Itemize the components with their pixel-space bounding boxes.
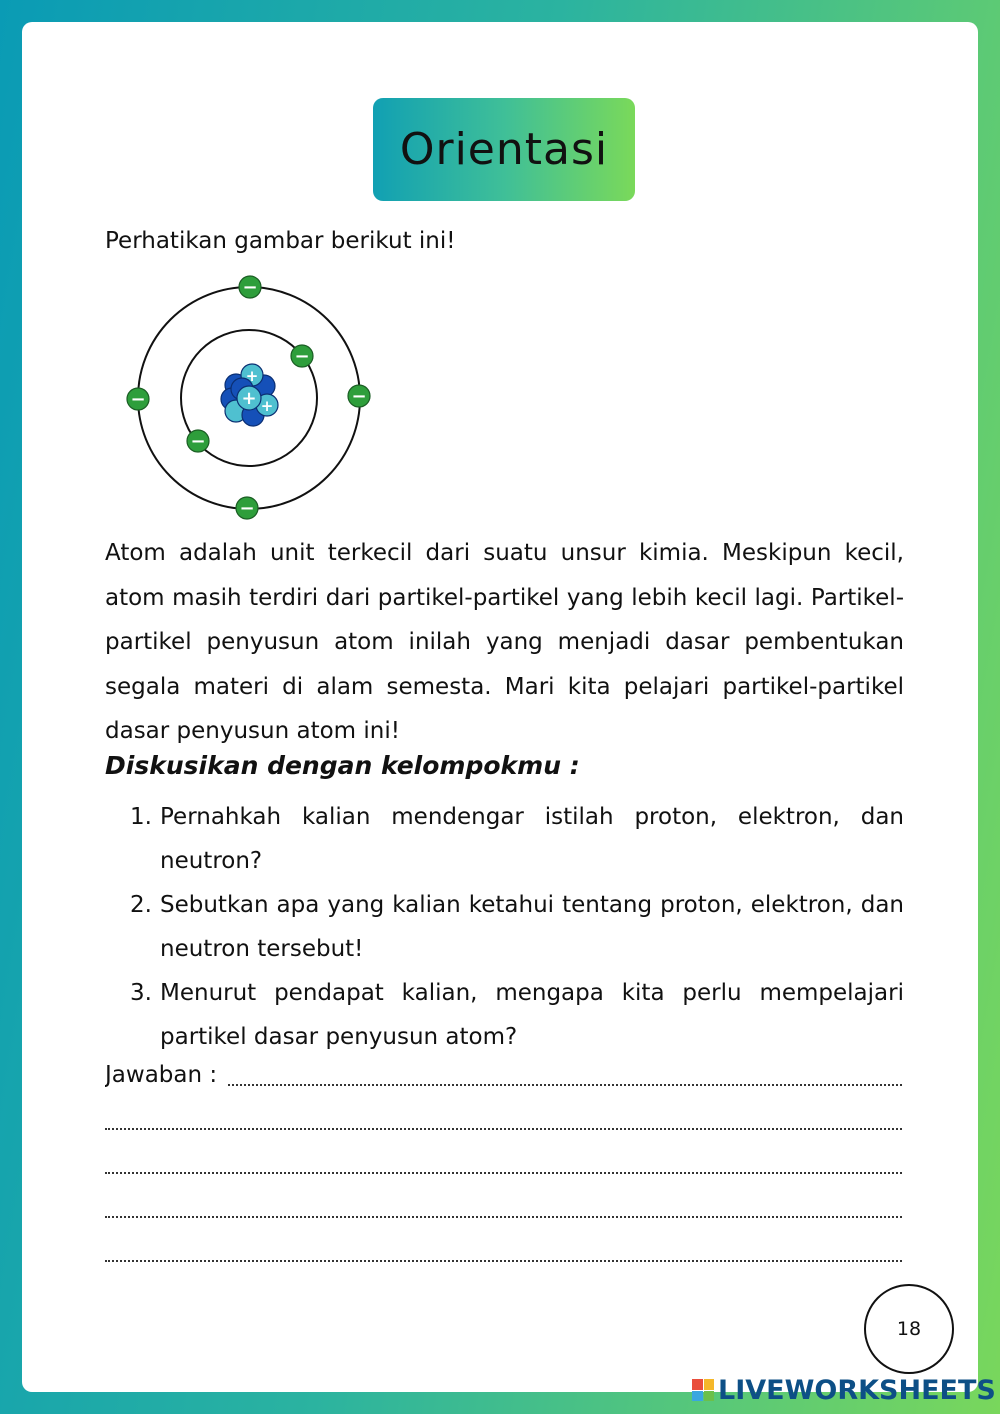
electron-symbol: − [190, 431, 206, 452]
intro-text: Perhatikan gambar berikut ini! [105, 228, 456, 254]
question-item [130, 795, 904, 883]
nucleus [221, 364, 278, 426]
brand-watermark [692, 1373, 996, 1407]
electron [236, 497, 258, 519]
electron-symbol: − [351, 386, 367, 407]
question-number: 3. [130, 980, 152, 1006]
atom-diagram [118, 272, 378, 522]
question-text: Sebutkan apa yang kalian ketahui tentang proton, elektron, dan neutron tersebut! [160, 892, 904, 962]
answer-line[interactable] [105, 1216, 902, 1218]
answer-line[interactable] [105, 1260, 902, 1262]
electron [291, 345, 313, 367]
electron [187, 430, 209, 452]
discussion-heading: Diskusikan dengan kelompokmu : [105, 751, 580, 780]
answer-line[interactable] [105, 1128, 902, 1130]
electron-symbol: − [242, 277, 258, 298]
proton-symbol: + [260, 397, 274, 415]
electron [239, 276, 261, 298]
title-banner [373, 98, 635, 201]
page-title: Orientasi [399, 124, 609, 175]
question-text: Menurut pendapat kalian, mengapa kita perlu mempelajari partikel dasar penyusun atom? [160, 980, 904, 1050]
liveworksheets-logo-icon [692, 1379, 714, 1401]
page-number-badge [864, 1284, 954, 1374]
electron [348, 385, 370, 407]
proton-symbol: + [245, 367, 259, 385]
electron [127, 388, 149, 410]
answer-label: Jawaban : [105, 1062, 218, 1088]
question-number: 1. [130, 804, 152, 830]
question-number: 2. [130, 892, 152, 918]
brand-name: LIVEWORKSHEETS [718, 1374, 996, 1406]
proton-symbol: + [241, 388, 257, 409]
answer-line[interactable] [228, 1084, 902, 1086]
question-text: Pernahkah kalian mendengar istilah proton, elektron, dan neutron? [160, 804, 904, 874]
page-number: 18 [896, 1318, 922, 1340]
question-item [130, 971, 904, 1059]
answer-line[interactable] [105, 1172, 902, 1174]
question-item [130, 883, 904, 971]
electron-symbol: − [130, 389, 146, 410]
electron-symbol: − [239, 498, 255, 519]
electron-symbol: − [294, 346, 310, 367]
body-paragraph: Atom adalah unit terkecil dari suatu unsur kimia. Meskipun kecil, atom masih terdiri dari partikel-partikel yang lebih kecil lagi. Partikel-partikel penyusun atom inilah yang menjadi dasar pembentukan segala materi di alam semesta. Mari kita pelajari partikel-partikel dasar penyusun atom ini! [105, 540, 904, 744]
